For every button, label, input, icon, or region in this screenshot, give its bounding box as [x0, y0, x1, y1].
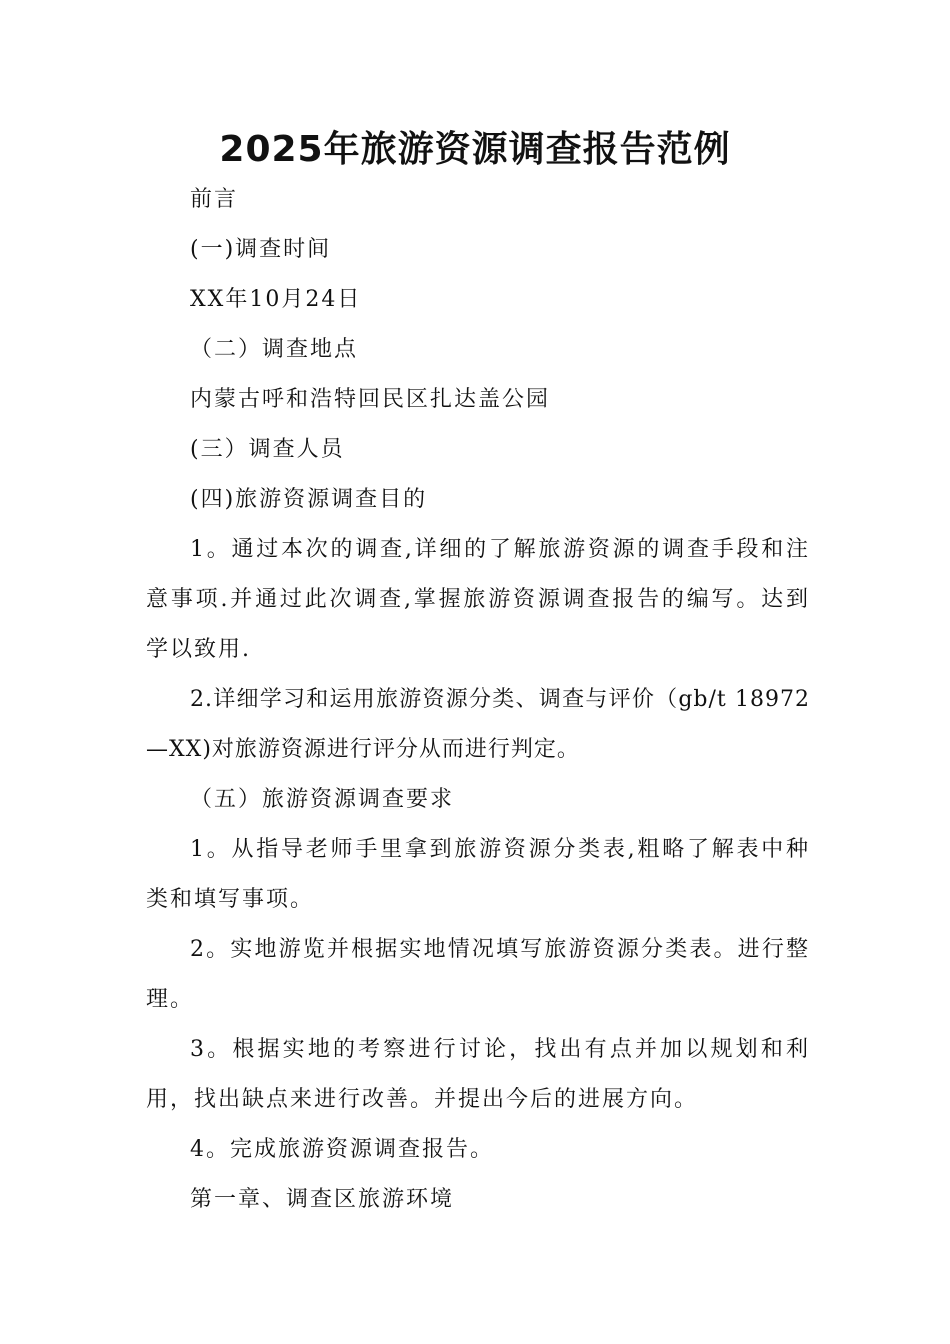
section-heading-personnel: (三）调查人员 [190, 437, 345, 462]
requirement-item-2: 2。实地游览并根据实地情况填写旅游资源分类表。进行整理。 [146, 937, 810, 1012]
survey-date: XX年10月24日 [190, 287, 362, 312]
requirement-item-1: 1。从指导老师手里拿到旅游资源分类表,粗略了解表中种类和填写事项。 [146, 837, 810, 912]
document-title: 2025年旅游资源调查报告范例 [219, 129, 731, 170]
requirement-item-4: 4。完成旅游资源调查报告。 [190, 1137, 494, 1162]
survey-location: 内蒙古呼和浩特回民区扎达盖公园 [190, 387, 551, 412]
document-body [146, 175, 810, 1225]
section-heading-requirements: （五）旅游资源调查要求 [190, 787, 455, 812]
section-heading-location: （二）调查地点 [190, 337, 359, 362]
purpose-item-1: 1。通过本次的调查,详细的了解旅游资源的调查手段和注意事项.并通过此次调查,掌握旅游资源调查报告的编写。达到学以致用. [146, 537, 810, 662]
requirement-item-3: 3。根据实地的考察进行讨论，找出有点并加以规划和利用，找出缺点来进行改善。并提出今后的进展方向。 [146, 1037, 810, 1112]
purpose-item-2: 2.详细学习和运用旅游资源分类、调查与评价（gb/t 18972—XX)对旅游资源进行评分从而进行判定。 [146, 687, 810, 762]
section-heading-purpose: (四)旅游资源调查目的 [190, 487, 428, 512]
preface-heading: 前言 [190, 187, 239, 212]
section-heading-time: (一)调查时间 [190, 237, 332, 262]
chapter-one-heading: 第一章、调查区旅游环境 [190, 1187, 455, 1212]
